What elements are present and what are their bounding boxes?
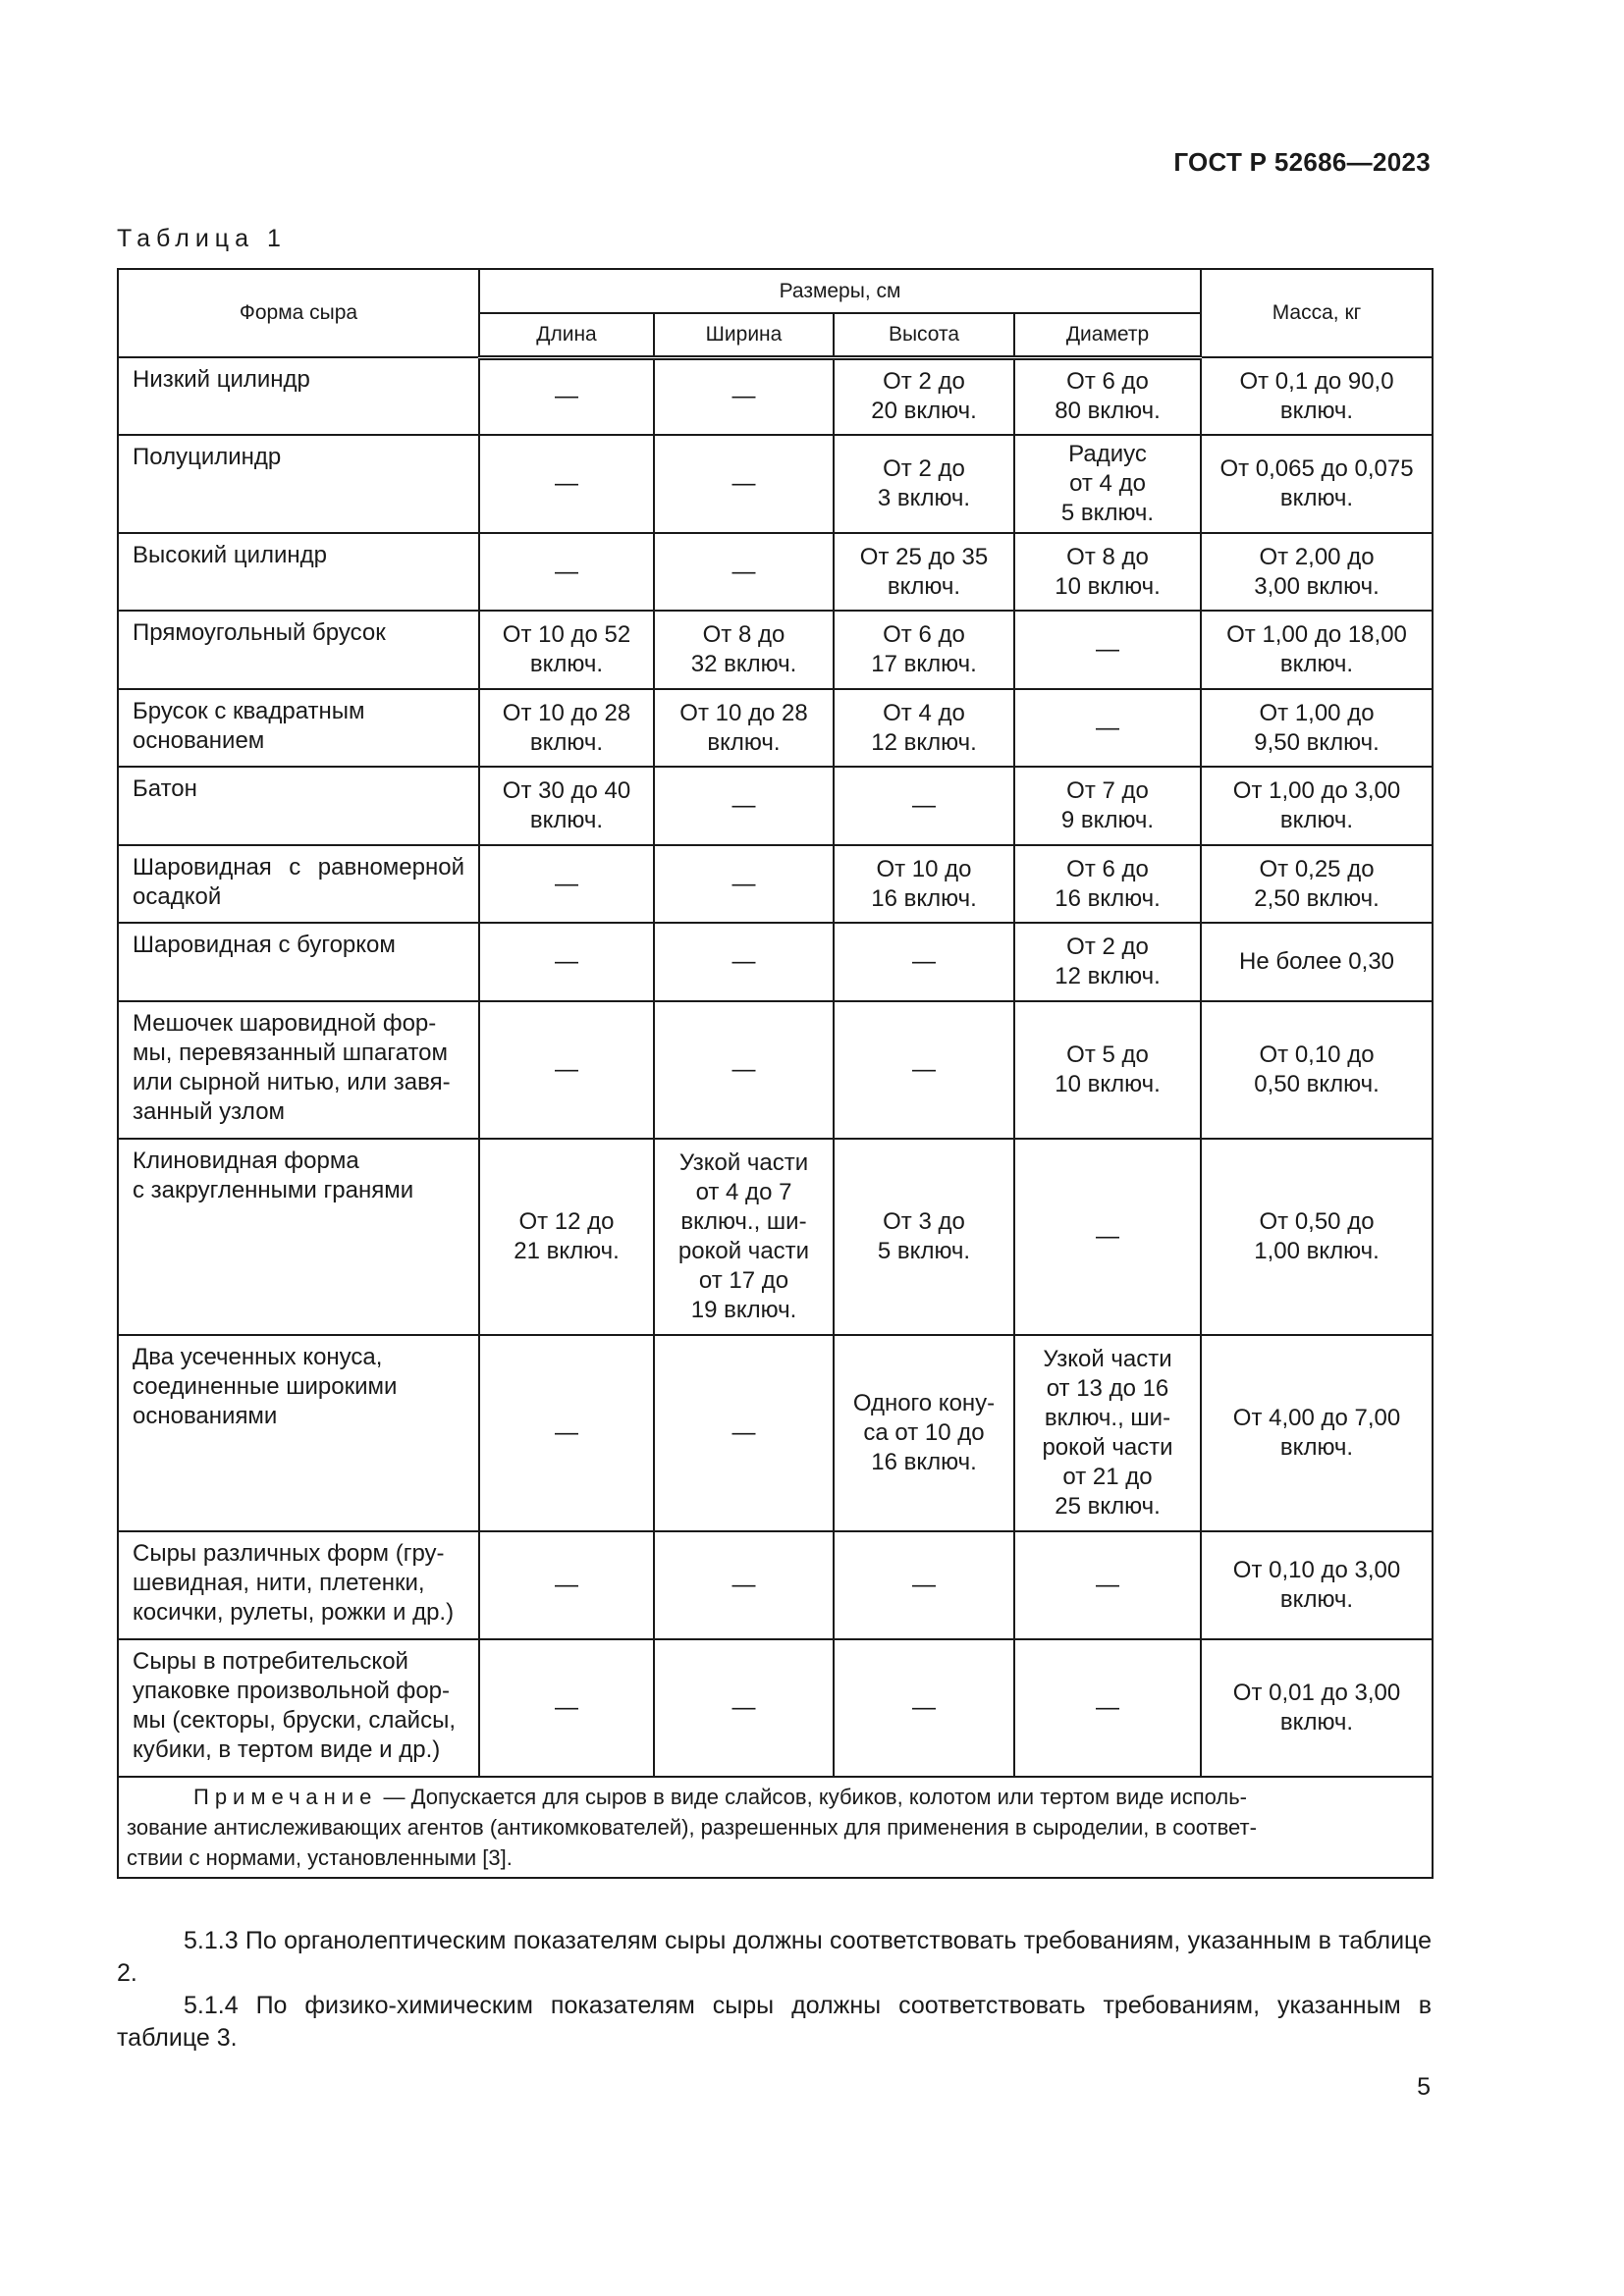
col-header-width: Ширина (654, 313, 834, 357)
table-row (118, 1639, 1433, 1777)
cell-diameter: От 7 до 9 включ. (1014, 767, 1201, 845)
cell-height: От 10 до 16 включ. (834, 845, 1014, 923)
cell-width: — (654, 1639, 834, 1777)
cell-mass: От 1,00 до 3,00 включ. (1201, 767, 1433, 845)
cell-diameter: От 6 до 80 включ. (1014, 357, 1201, 435)
cell-form: Сыры различных форм (гру- шевидная, нити, плетенки, косички, рулеты, рожки и др.) (118, 1531, 479, 1639)
table-row (118, 1531, 1433, 1639)
cell-length: — (479, 1335, 654, 1531)
cell-length: — (479, 357, 654, 435)
document-header: ГОСТ Р 52686—2023 (1173, 147, 1431, 177)
cell-length: — (479, 1531, 654, 1639)
cell-diameter: — (1014, 1639, 1201, 1777)
cell-width: — (654, 1531, 834, 1639)
cell-mass: От 0,10 до 3,00 включ. (1201, 1531, 1433, 1639)
cell-height: От 4 до 12 включ. (834, 689, 1014, 767)
cell-width: От 8 до 32 включ. (654, 611, 834, 689)
cell-diameter: — (1014, 611, 1201, 689)
cell-width: Узкой части от 4 до 7 включ., ши- рокой части от 17 до 19 включ. (654, 1139, 834, 1335)
page-number: 5 (1417, 2073, 1431, 2101)
table-row (118, 1335, 1433, 1531)
col-header-mass: Масса, кг (1201, 269, 1433, 357)
cell-form: Брусок с квадратным основанием (118, 689, 479, 767)
table-row (118, 533, 1433, 611)
cell-mass: От 0,065 до 0,075 включ. (1201, 435, 1433, 533)
cell-length: От 30 до 40 включ. (479, 767, 654, 845)
cell-height: От 2 до 3 включ. (834, 435, 1014, 533)
cell-length: От 12 до 21 включ. (479, 1139, 654, 1335)
cell-diameter: — (1014, 1531, 1201, 1639)
cell-form: Прямоугольный брусок (118, 611, 479, 689)
cell-length: — (479, 1001, 654, 1139)
cell-height: От 6 до 17 включ. (834, 611, 1014, 689)
cell-form: Шаровидная с равномерной осадкой (118, 845, 479, 923)
table-row (118, 689, 1433, 767)
cell-mass: От 0,10 до 0,50 включ. (1201, 1001, 1433, 1139)
col-header-sizes: Размеры, см (479, 269, 1201, 313)
table-note (118, 1777, 1433, 1878)
table-row (118, 1139, 1433, 1335)
cell-height: От 3 до 5 включ. (834, 1139, 1014, 1335)
table-row (118, 611, 1433, 689)
table-row (118, 357, 1433, 435)
cell-form: Мешочек шаровидной фор- мы, перевязанный шпагатом или сырной нитью, или завя- занный узлом (118, 1001, 479, 1139)
cell-diameter: От 8 до 10 включ. (1014, 533, 1201, 611)
note-text: — Допускается для сыров в виде слайсов, кубиков, колотом или тертом виде исполь- зование антислеживающих агентов (антикомкователей), разрешенных для применения в сыроделии, в соответ- ствии с нормами, установленными [3]. (127, 1785, 1257, 1870)
cell-diameter: От 5 до 10 включ. (1014, 1001, 1201, 1139)
cell-diameter: Узкой части от 13 до 16 включ., ши- рокой части от 21 до 25 включ. (1014, 1335, 1201, 1531)
cell-mass: От 0,50 до 1,00 включ. (1201, 1139, 1433, 1335)
cell-width: — (654, 533, 834, 611)
table-row (118, 767, 1433, 845)
table-row (118, 435, 1433, 533)
cell-length: От 10 до 28 включ. (479, 689, 654, 767)
cell-mass: От 4,00 до 7,00 включ. (1201, 1335, 1433, 1531)
cell-width: — (654, 435, 834, 533)
col-header-form: Форма сыра (118, 269, 479, 357)
table-row (118, 1001, 1433, 1139)
paragraph-5-1-4: 5.1.4 По физико-химическим показателям сыры должны соответствовать требованиям, указанным в таблице 3. (117, 1992, 1432, 2052)
col-header-height: Высота (834, 313, 1014, 357)
cell-form: Высокий цилиндр (118, 533, 479, 611)
cell-height: От 2 до 20 включ. (834, 357, 1014, 435)
cell-length: — (479, 1639, 654, 1777)
cell-height: — (834, 767, 1014, 845)
cell-form: Низкий цилиндр (118, 357, 479, 435)
cell-length: — (479, 533, 654, 611)
cell-mass: От 2,00 до 3,00 включ. (1201, 533, 1433, 611)
cell-mass: От 0,1 до 90,0 включ. (1201, 357, 1433, 435)
cell-height: Одного кону- са от 10 до 16 включ. (834, 1335, 1014, 1531)
cell-width: — (654, 923, 834, 1001)
cell-length: — (479, 845, 654, 923)
cell-mass: От 1,00 до 18,00 включ. (1201, 611, 1433, 689)
cell-form: Шаровидная с бугорком (118, 923, 479, 1001)
col-header-diameter: Диаметр (1014, 313, 1201, 357)
cell-diameter: От 2 до 12 включ. (1014, 923, 1201, 1001)
cell-width: — (654, 767, 834, 845)
cell-width: От 10 до 28 включ. (654, 689, 834, 767)
cell-diameter: От 6 до 16 включ. (1014, 845, 1201, 923)
cell-mass: От 0,25 до 2,50 включ. (1201, 845, 1433, 923)
cell-width: — (654, 1001, 834, 1139)
cell-diameter: — (1014, 689, 1201, 767)
cheese-dimensions-table (117, 268, 1434, 1879)
cell-form: Батон (118, 767, 479, 845)
cell-width: — (654, 1335, 834, 1531)
table-row (118, 923, 1433, 1001)
cell-form: Два усеченных конуса, соединенные широкими основаниями (118, 1335, 479, 1531)
table-row (118, 845, 1433, 923)
cell-height: — (834, 1531, 1014, 1639)
cell-width: — (654, 845, 834, 923)
cell-mass: От 0,01 до 3,00 включ. (1201, 1639, 1433, 1777)
col-header-length: Длина (479, 313, 654, 357)
cell-height: — (834, 1001, 1014, 1139)
cell-width: — (654, 357, 834, 435)
cell-form: Сыры в потребительской упаковке произвольной фор- мы (секторы, бруски, слайсы, кубики, в тертом виде и др.) (118, 1639, 479, 1777)
cell-length: — (479, 435, 654, 533)
table-caption: Таблица 1 (117, 225, 287, 252)
cell-form: Полуцилиндр (118, 435, 479, 533)
cell-form: Клиновидная форма с закругленными гранями (118, 1139, 479, 1335)
paragraph-5-1-3: 5.1.3 По органолептическим показателям сыры должны соответствовать требованиям, указанным в таблице 2. (117, 1927, 1432, 1987)
cell-diameter: Радиус от 4 до 5 включ. (1014, 435, 1201, 533)
cell-mass: От 1,00 до 9,50 включ. (1201, 689, 1433, 767)
cell-height: От 25 до 35 включ. (834, 533, 1014, 611)
cell-height: — (834, 923, 1014, 1001)
cell-length: От 10 до 52 включ. (479, 611, 654, 689)
cell-mass: Не более 0,30 (1201, 923, 1433, 1001)
note-label: Примечание (193, 1785, 378, 1809)
cell-length: — (479, 923, 654, 1001)
cell-diameter: — (1014, 1139, 1201, 1335)
cell-height: — (834, 1639, 1014, 1777)
